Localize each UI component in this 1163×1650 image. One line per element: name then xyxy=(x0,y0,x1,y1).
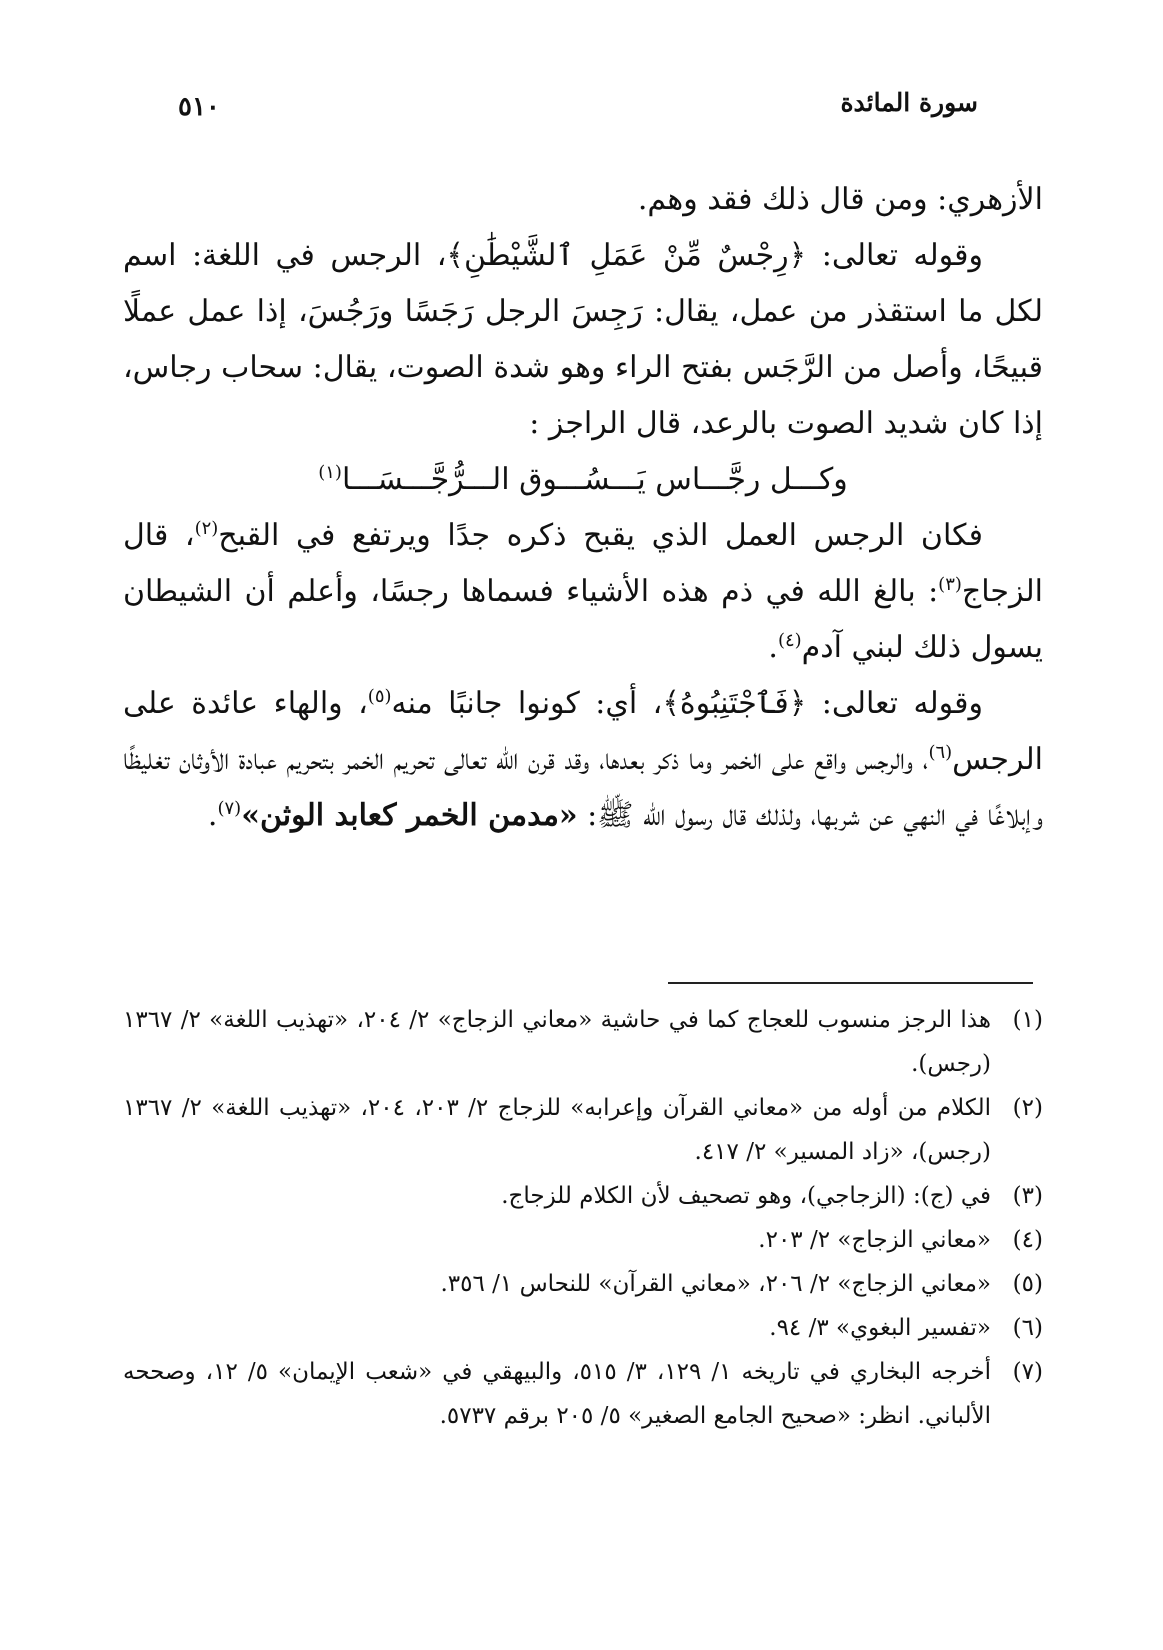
footnote-text: «معاني الزجاج» ٢/ ٢٠٦، «معاني القرآن» للنحاس ١/ ٣٥٦. xyxy=(440,1271,991,1297)
footnote-item xyxy=(123,998,1043,1086)
paragraph-4-part-c: ، والرجس واقع على الخمر وما ذكر بعدها، وقد قرن الله تعالى تحريم الخمر بتحريم عبادة الأوثان تغليظًا وإبلاغًا في النهي عن شربها، ولذلك قال رسول الله ﷺ: xyxy=(123,742,1043,833)
paragraph-1: الأزهري: ومن قال ذلك فقد وهم. xyxy=(637,182,1043,217)
running-header-title: سورة المائدة xyxy=(840,88,978,117)
footnote-number: (١) xyxy=(1012,1007,1043,1033)
paragraph-3 xyxy=(123,508,1043,676)
footnote-text: «تفسير البغوي» ٣/ ٩٤. xyxy=(769,1315,991,1341)
paragraph-3-part-c: : بالغ الله في ذم هذه الأشياء فسماها رجسًا، وأعلم أن الشيطان يسول ذلك لبني آدم xyxy=(123,574,1043,665)
footnote-number: (٥) xyxy=(1012,1271,1043,1297)
footnote-divider xyxy=(668,982,1033,984)
footnote-ref-5: (٥) xyxy=(367,686,392,707)
footnote-ref-3: (٣) xyxy=(938,574,962,595)
paragraph-4-part-a: وقوله تعالى: ﴿فَٱجْتَنِبُوهُ﴾، أي: كونوا جانبًا منه xyxy=(391,686,983,721)
footnote-text: «معاني الزجاج» ٢/ ٢٠٣. xyxy=(758,1227,991,1253)
footnote-text: الكلام من أوله من «معاني القرآن وإعرابه» للزجاج ٢/ ٢٠٣، ٢٠٤، «تهذيب اللغة» ٢/ ١٣٦٧ (رجس)، «زاد المسير» ٢/ ٤١٧. xyxy=(123,1095,991,1165)
paragraph-3-part-a: فكان الرجس العمل الذي يقبح ذكره جدًا ويرتفع في القبح xyxy=(218,518,983,553)
footnote-item xyxy=(123,1218,1043,1262)
footnote-number: (٤) xyxy=(1012,1227,1043,1253)
footnote-text: هذا الرجز منسوب للعجاج كما في حاشية «معاني الزجاج» ٢/ ٢٠٤، «تهذيب اللغة» ٢/ ١٣٦٧ (رجس). xyxy=(123,1007,992,1077)
footnote-item xyxy=(123,1262,1043,1306)
footnotes-section xyxy=(123,998,1043,1438)
paragraph-2: وقوله تعالى: ﴿رِجْسٌ مِّنْ عَمَلِ ٱلشَّيْطَٰنِ﴾، الرجس في اللغة: اسم لكل ما استقذر من عمل، يقال: رَجِسَ الرجل رَجَسًا ورَجُسَ، إذا عمل عملًا قبيحًا، وأصل من الرَّجَس بفتح الراء وهو شدة الصوت، يقال: سحاب رجاس، إذا كان شديد الصوت بالرعد، قال الراجز : xyxy=(123,238,1043,441)
page-number: ٥١٠ xyxy=(178,92,220,122)
paragraph-4-part-d: . xyxy=(207,798,218,833)
paragraph-4 xyxy=(123,676,1043,844)
footnote-number: (٢) xyxy=(1012,1095,1043,1121)
poetry-verse xyxy=(123,452,1043,508)
footnote-item xyxy=(123,1174,1043,1218)
footnote-ref-2: (٢) xyxy=(194,518,219,539)
footnote-number: (٣) xyxy=(1012,1183,1043,1209)
paragraph-3-part-b: ، قال الزجاج xyxy=(123,518,1043,609)
verse-text: وكـــل رجَّـــاس يَـــسُـــوق الـــرُّجَّـــسَـــا xyxy=(341,462,848,497)
footnote-ref-6: (٦) xyxy=(928,742,953,763)
footnote-item xyxy=(123,1306,1043,1350)
footnote-number: (٧) xyxy=(1012,1359,1043,1385)
hadith-quote: «مدمن الخمر كعابد الوثن» xyxy=(241,798,578,833)
footnote-item xyxy=(123,1350,1043,1438)
footnote-text: في (ج): (الزجاجي)، وهو تصحيف لأن الكلام للزجاج. xyxy=(501,1183,991,1209)
footnote-item xyxy=(123,1086,1043,1174)
footnote-ref-7: (٧) xyxy=(217,798,242,819)
paragraph-3-part-d: . xyxy=(768,630,778,665)
paragraph-4-part-b: ، والهاء عائدة على الرجس xyxy=(123,686,1043,777)
footnote-ref-1: (١) xyxy=(318,462,342,483)
main-text xyxy=(123,172,1043,844)
footnote-number: (٦) xyxy=(1012,1315,1043,1341)
footnote-ref-4: (٤) xyxy=(777,630,802,651)
footnote-text: أخرجه البخاري في تاريخه ١/ ١٢٩، ٣/ ٥١٥، والبيهقي في «شعب الإيمان» ٥/ ١٢، وصححه الألباني. انظر: «صحيح الجامع الصغير» ٥/ ٢٠٥ برقم ٥٧٣٧. xyxy=(123,1359,992,1429)
